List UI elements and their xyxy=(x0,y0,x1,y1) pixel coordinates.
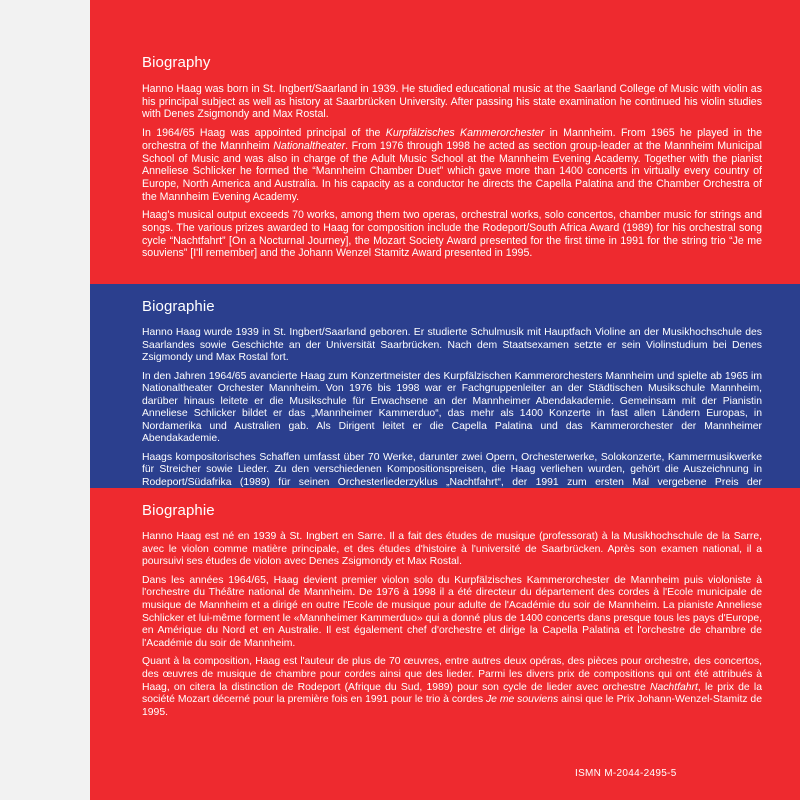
german-paragraph-3: Haags kompositorisches Schaffen umfasst über 70 Werke, darunter zwei Opern, Orchesterwerke, Solokonzerte, Kammermusikwerke für Streicher sowie Lieder. Zu den verschiedenen Kompositionspreisen, die Haag verliehen wurden, gehört die Auszeichnung in Rodeport/Südafrika (1989) für seinen Orchesterliederzyklus „Nachtfahrt“, der 1991 zum ersten Mal vergebene Preis der xyxy=(142,451,762,488)
english-paragraph-2 xyxy=(142,127,762,203)
english-p2-italic-theater: Nationaltheater xyxy=(273,139,346,152)
french-section xyxy=(90,488,800,800)
french-paragraph-2: Dans les années 1964/65, Haag devient premier violon solo du Kurpfälzisches Kammerorchester de Mannheim puis violoniste à l'orchestre du Théâtre national de Mannheim. De 1976 à 1998 il a été directeur du département des cordes à l'Ecole municipale de musique de Mannheim et a dirigé en outre l'Ecole de musique pour adulte de l'Académie du soir de Mannheim. La pianiste Anneliese Schlicker et lui-même forment le «Mannheimer Kammerduo» qui a donné plus de 1400 concerts dans presque tous les pays d'Europe, en Amérique du Nord et en Australie. Il est également chef d'orchestre et dirige la Capella Palatina et l'orchestre de chambre de l'Académie du soir de Mannheim. xyxy=(142,574,762,649)
english-p2-text-c: . From 1976 through 1998 he acted as section group-leader at the Mannheim Municipal School of Music and was also in charge of the Adult Music School at the Mannheim Evening Academy. Together with the pianist Anneliese Schlicker he formed the “Mannheim Chamber Duet” which gave more than 1400 concerts in virtually every country of Europe, North America and Australia. In his capacity as a conductor he directs the Capella Palatina and the Chamber Orchestra of the Mannheim Evening Academy. xyxy=(142,139,762,203)
english-paragraph-1: Hanno Haag was born in St. Ingbert/Saarland in 1939. He studied educational music at the Saarland College of Music with violin as his principal subject as well as history at Saarbrücken University. After passing his state examination he continued his violin studies with Denes Zsigmondy and Max Rostal. xyxy=(142,83,762,121)
german-paragraph-1: Hanno Haag wurde 1939 in St. Ingbert/Saarland geboren. Er studierte Schulmusik mit Hauptfach Violine an der Musikhochschule des Saarlandes sowie Geschichte an der Universität Saarbrücken. Nach dem Staatsexamen setzte er sein Violinstudium bei Denes Zsigmondy und Max Rostal fort. xyxy=(142,327,762,363)
english-p2-text-a: In 1964/65 Haag was appointed principal of the xyxy=(142,127,386,140)
english-p2-italic-orchestra: Kurpfälzisches Kammerorchester xyxy=(385,127,545,140)
french-heading: Biographie xyxy=(142,502,215,519)
english-paragraph-3: Haag's musical output exceeds 70 works, among them two operas, orchestral works, solo concertos, chamber music for strings and songs. The various prizes awarded to Haag for composition include the Rodeport/South Africa Award (1989) for his orchestral song cycle “Nachtfahrt” [On a Nocturnal Journey], the Mozart Society Award presented for the first time in 1991 for the string trio “Je me souviens” [I'll remember] and the Johann Wenzel Stamitz Award presented in 1995. xyxy=(142,209,762,260)
french-p3-text-b: , le prix de la société Mozart décerné pour la première fois en 1991 pour le trio à cordes xyxy=(142,681,762,706)
french-p3-italic-nachtfahrt: Nachtfahrt xyxy=(649,681,698,693)
french-p3-text-a: Quant à la composition, Haag est l'auteur de plus de 70 œuvres, entre autres deux opéras, des pièces pour orchestre, des concertos, des œuvres de musique de chambre pour cordes ainsi que des lieder. Parmi les divers prix de compositions qui ont été attribués à Haag, on citera la distinction de Rodeport (Afrique du Sud, 1989) pour son cycle de lieder avec orchestre xyxy=(142,656,762,693)
ismn-code: ISMN M-2044-2495-5 xyxy=(575,768,677,779)
english-section xyxy=(90,0,800,284)
german-heading: Biographie xyxy=(142,298,215,315)
french-paragraph-1: Hanno Haag est né en 1939 à St. Ingbert en Sarre. Il a fait des études de musique (professorat) à la Musikhochschule de la Sarre, avec le violon comme matière principale, et des études d'histoire à l'université de Saarbrücken. Après son examen national, il a poursuivi ses études de violon avec Denes Zsigmondy et Max Rostal. xyxy=(142,531,762,568)
french-p3-italic-trio: Je me souviens xyxy=(485,694,559,706)
french-p3-text-c: ainsi que le Prix Johann-Wenzel-Stamitz de 1995. xyxy=(142,694,762,718)
german-section xyxy=(90,284,800,488)
german-paragraph-2: In den Jahren 1964/65 avancierte Haag zum Konzertmeister des Kurpfälzischen Kammerorchesters Mannheim und spielte ab 1965 im Nationaltheater Orchester Mannheim. Von 1976 bis 1998 war er Fachgruppenleiter an der Städtischen Musikschule Mannheim, darüber hinaus leitete er die Musikschule für Erwachsene an der Mannheimer Abendakademie. Gemeinsam mit der Pianistin Anneliese Schlicker bildet er das „Mannheimer Kammerduo“, das mehr als 1400 Konzerte in fast allen Ländern Europas, in Nordamerika und Australien gab. Als Dirigent leitet er die Capella Palatina und das Kammerorchester der Mannheimer Abendakademie. xyxy=(142,370,762,444)
english-p2-text-b: in Mannheim. From 1965 he played in the orchestra of the Mannheim xyxy=(142,127,763,152)
french-paragraph-3 xyxy=(142,656,762,719)
english-heading: Biography xyxy=(142,54,211,71)
